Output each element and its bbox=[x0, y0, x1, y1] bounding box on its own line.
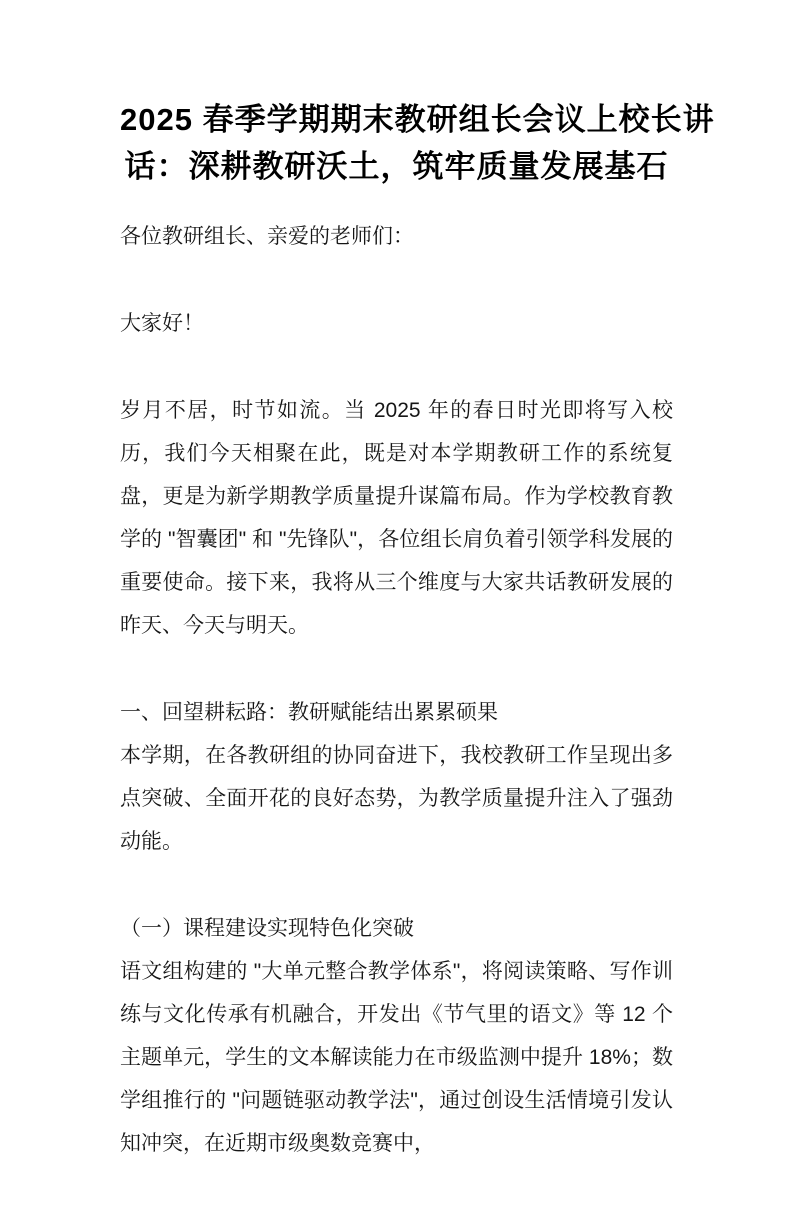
salutation-paragraph: 各位教研组长、亲爱的老师们： bbox=[120, 225, 414, 248]
intro-paragraph: 岁月不居，时节如流。当 2025 年的春日时光即将写入校历，我们今天相聚在此，既是对本学期教研工作的系统复盘，更是为新学期教学质量提升谋篇布局。作为学校教育教学的 "智囊团" 和 "先锋队"，各位组长肩负着引领学科发展的重要使命。接下来，我将从三个维度与大家共话教研发展的昨天、今天与明天。 bbox=[120, 399, 673, 637]
greeting-paragraph: 大家好！ bbox=[120, 312, 204, 335]
document-title-line-2: 话：深耕教研沃土，筑牢质量发展基石 bbox=[124, 149, 669, 184]
subsection-1-1-paragraph: 语文组构建的 "大单元整合教学体系"，将阅读策略、写作训练与文化传承有机融合，开发出《节气里的语文》等 12 个主题单元，学生的文本解读能力在市级监测中提升 18%；数学组推行的 "问题链驱动教学法"，通过创设生活情境引发认知冲突，在近期市级奥数竞赛中， bbox=[120, 960, 673, 1155]
subsection-heading-1-1: （一）课程建设实现特色化突破 bbox=[120, 917, 414, 940]
document-title bbox=[120, 96, 715, 190]
document-title-line-1: 2025 春季学期期末教研组长会议上校长讲 bbox=[120, 102, 715, 137]
section-1-summary-paragraph: 本学期，在各教研组的协同奋进下，我校教研工作呈现出多点突破、全面开花的良好态势，为教学质量提升注入了强劲动能。 bbox=[120, 744, 673, 853]
document-page bbox=[0, 96, 793, 1218]
section-heading-1: 一、回望耕耘路：教研赋能结出累累硕果 bbox=[120, 701, 498, 724]
